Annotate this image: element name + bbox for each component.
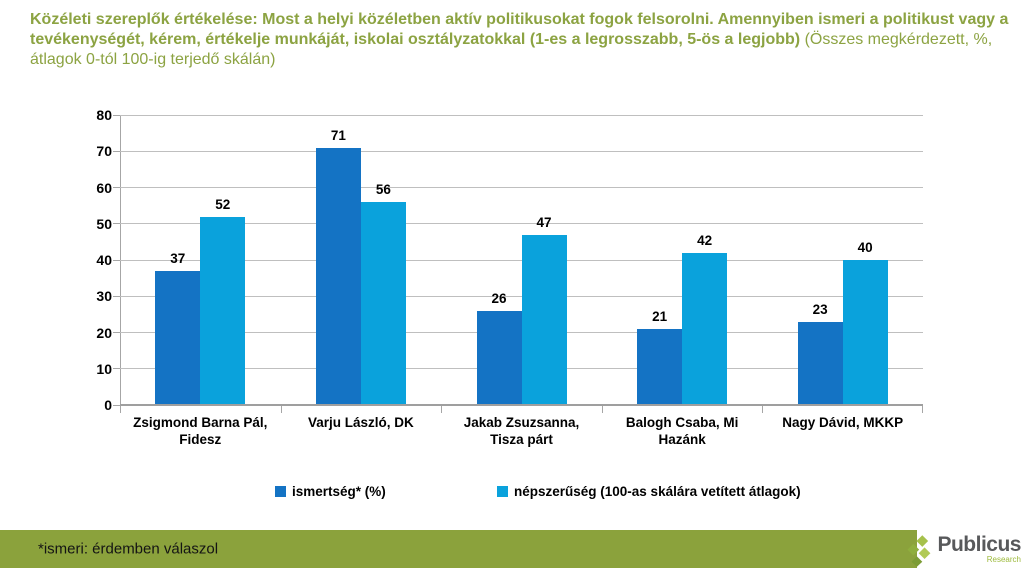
- y-tickmark-60: [113, 187, 120, 188]
- bar-series1-cat2: [316, 148, 361, 405]
- x-axis-line: [120, 404, 923, 406]
- y-tick-70: 70: [96, 143, 112, 160]
- publicus-logo: [907, 534, 1021, 567]
- bar-value-series2-cat3: 47: [536, 214, 552, 230]
- publicus-diamonds-icon: [907, 534, 934, 567]
- bar-series1-cat1: [155, 271, 200, 405]
- x-tickmark-end: [922, 406, 923, 413]
- footnote: *ismeri: érdemben válaszol: [38, 540, 219, 558]
- y-tick-20: 20: [96, 324, 112, 341]
- x-tickmark-4: [762, 406, 763, 413]
- y-tickmark-50: [113, 223, 120, 224]
- legend-swatch-1: [275, 486, 286, 497]
- y-tickmark-70: [113, 151, 120, 152]
- y-tickmark-0: [113, 405, 120, 406]
- x-tickmark-2: [441, 406, 442, 413]
- bar-value-series1-cat1: 37: [170, 250, 186, 266]
- bar-value-series1-cat2: 71: [330, 127, 346, 143]
- legend-swatch-2: [497, 486, 508, 497]
- category-label-1: Zsigmond Barna Pál, Fidesz: [133, 415, 268, 447]
- category-label-4: Balogh Csaba, Mi Hazánk: [625, 415, 739, 447]
- logo-wordmark: Publicus: [937, 533, 1021, 556]
- bar-series2-cat1: [200, 217, 245, 406]
- y-tick-80: 80: [96, 107, 112, 123]
- chart-title-suffix: (Összes megkérdezett, %, átlagok 0-tól 100-ig terjedő skálán): [30, 31, 993, 68]
- chart-title: [30, 10, 1015, 70]
- x-axis-labels: [120, 414, 923, 466]
- y-tick-50: 50: [96, 215, 112, 232]
- legend: [120, 484, 923, 502]
- bar-value-series2-cat1: 52: [215, 196, 231, 212]
- legend-item-1: [275, 484, 386, 499]
- logo-subtext: Research: [986, 555, 1021, 564]
- category-label-5: Nagy Dávid, MKKP: [782, 415, 904, 430]
- x-tickmark-1: [281, 406, 282, 413]
- bar-series2-cat3: [522, 235, 567, 405]
- legend-label-1: ismertség* (%): [292, 484, 386, 499]
- y-axis: [58, 107, 112, 413]
- gridline-60: [120, 187, 923, 188]
- x-tickmark-3: [602, 406, 603, 413]
- y-tick-60: 60: [96, 179, 112, 196]
- bar-value-series1-cat4: 21: [652, 308, 668, 324]
- y-tickmark-40: [113, 260, 120, 261]
- y-tickmark-80: [113, 115, 120, 116]
- y-tickmark-10: [113, 368, 120, 369]
- y-tick-10: 10: [96, 360, 112, 377]
- y-tick-40: 40: [96, 252, 112, 268]
- plot-area: [120, 115, 923, 405]
- bar-series1-cat3: [477, 311, 522, 405]
- category-label-2: Varju László, DK: [308, 415, 414, 430]
- footer-bar: [0, 530, 917, 568]
- bar-value-series1-cat3: 26: [491, 290, 507, 306]
- chart-title-bold: Közéleti szereplők értékelése: Most a helyi közéletben aktív politikusokat fogok felsorolni. Amennyiben ismeri a politikust vagy a tevékenységét, kérem, értékelje munkáját, iskolai osztályzatokkal (1-es a legrosszabb, 5-ös a legjobb): [30, 11, 1009, 48]
- bar-series1-cat4: [637, 329, 682, 405]
- x-tickmark-0: [120, 406, 121, 413]
- gridline-80: [120, 115, 923, 116]
- bar-value-series1-cat5: 23: [812, 301, 828, 317]
- y-tickmark-20: [113, 332, 120, 333]
- gridline-70: [120, 151, 923, 152]
- bar-series2-cat2: [361, 202, 406, 405]
- bar-value-series2-cat2: 56: [375, 182, 391, 197]
- y-tick-30: 30: [96, 288, 112, 305]
- bar-series2-cat4: [682, 253, 727, 405]
- bar-series2-cat5: [843, 260, 888, 405]
- category-label-3: Jakab Zsuzsanna, Tisza párt: [463, 415, 580, 447]
- legend-label-2: népszerűség (100-as skálára vetített átlagok): [514, 484, 801, 499]
- bar-value-series2-cat5: 40: [857, 240, 873, 255]
- y-tick-0: 0: [104, 397, 112, 413]
- legend-item-2: [497, 484, 801, 499]
- bar-series1-cat5: [798, 322, 843, 405]
- bar-value-series2-cat4: 42: [697, 232, 713, 248]
- y-tickmark-30: [113, 296, 120, 297]
